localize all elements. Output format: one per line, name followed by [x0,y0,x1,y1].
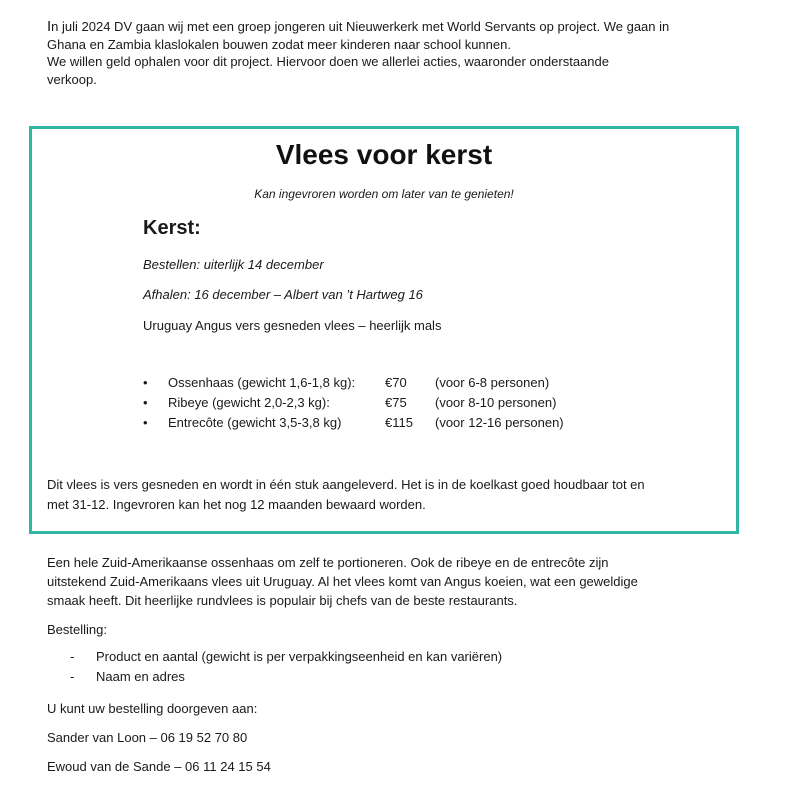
pickup-info: Afhalen: 16 december – Albert van ’t Hartweg 16 [143,287,423,302]
intro-line-4: verkoop. [47,71,97,87]
dash-icon: - [70,669,75,684]
order-deadline: Bestellen: uiterlijk 14 december [143,257,324,272]
product-persons: (voor 8-10 personen) [435,395,557,410]
meat-description: Uruguay Angus vers gesneden vlees – heerlijk mals [143,318,442,333]
intro-line-2: Ghana en Zambia klaslokalen bouwen zodat meer kinderen naar school kunnen. [47,36,511,52]
product-name: Entrecôte (gewicht 3,5-3,8 kg) [168,415,342,430]
details-section [47,553,767,774]
box-title: Vlees voor kerst [275,139,493,170]
box-footer-text [47,475,727,515]
product-name: Ribeye (gewicht 2,0-2,3 kg): [168,395,330,410]
product-name: Ossenhaas (gewicht 1,6-1,8 kg): [168,375,356,390]
details-line-2: uitstekend Zuid-Amerikaans vlees uit Uruguay. Al het vlees komt van Angus koeien, wat een geweldige [47,574,638,589]
box-footer-line-2: met 31-12. Ingevroren kan het nog 12 maanden bewaard worden. [47,497,426,512]
bullet-icon: • [143,395,148,410]
list-item-text: Product en aantal (gewicht is per verpakkingseenheid en kan variëren) [96,649,503,664]
list-item-text: Naam en adres [96,669,185,684]
product-price: €75 [385,395,407,410]
bullet-icon: • [143,415,148,430]
box-footer-line-1: Dit vlees is vers gesneden en wordt in één stuk aangeleverd. Het is in de koelkast goed houdbaar tot en [47,477,645,492]
list-item [47,649,767,669]
order-requirements-list [47,649,767,689]
box-subtitle: Kan ingevroren worden om later van te genieten! [254,187,514,201]
details-line-1: Een hele Zuid-Amerikaanse ossenhaas om zelf te portioneren. Ook de ribeye en de entrecôte zijn [47,555,609,570]
section-heading: Kerst: [143,217,201,239]
product-persons: (voor 12-16 personen) [435,415,564,430]
contact-sander: Sander van Loon – 06 19 52 70 80 [47,730,248,745]
details-line-3: smaak heeft. Dit heerlijke rundvlees is populair bij chefs van de beste restaurants. [47,593,518,608]
product-price: €70 [385,375,407,390]
bullet-icon: • [143,375,148,390]
list-item [47,669,767,689]
contact-intro: U kunt uw bestelling doorgeven aan: [47,701,258,716]
product-price: €115 [385,415,413,430]
intro-first-letter: I [47,18,52,35]
product-persons: (voor 6-8 personen) [435,375,550,390]
intro-text [47,18,767,88]
dash-icon: - [70,649,75,664]
meat-offer-box [29,126,739,534]
intro-line-1-text: n juli 2024 DV gaan wij met een groep jongeren uit Nieuwerkerk met World Servants op project. We gaan in [51,19,670,34]
order-label: Bestelling: [47,622,107,637]
contact-ewoud: Ewoud van de Sande – 06 11 24 15 54 [47,759,271,774]
intro-line-1 [47,18,767,36]
intro-line-3: We willen geld ophalen voor dit project. Hiervoor doen we allerlei acties, waaronder onderstaande [47,54,609,69]
